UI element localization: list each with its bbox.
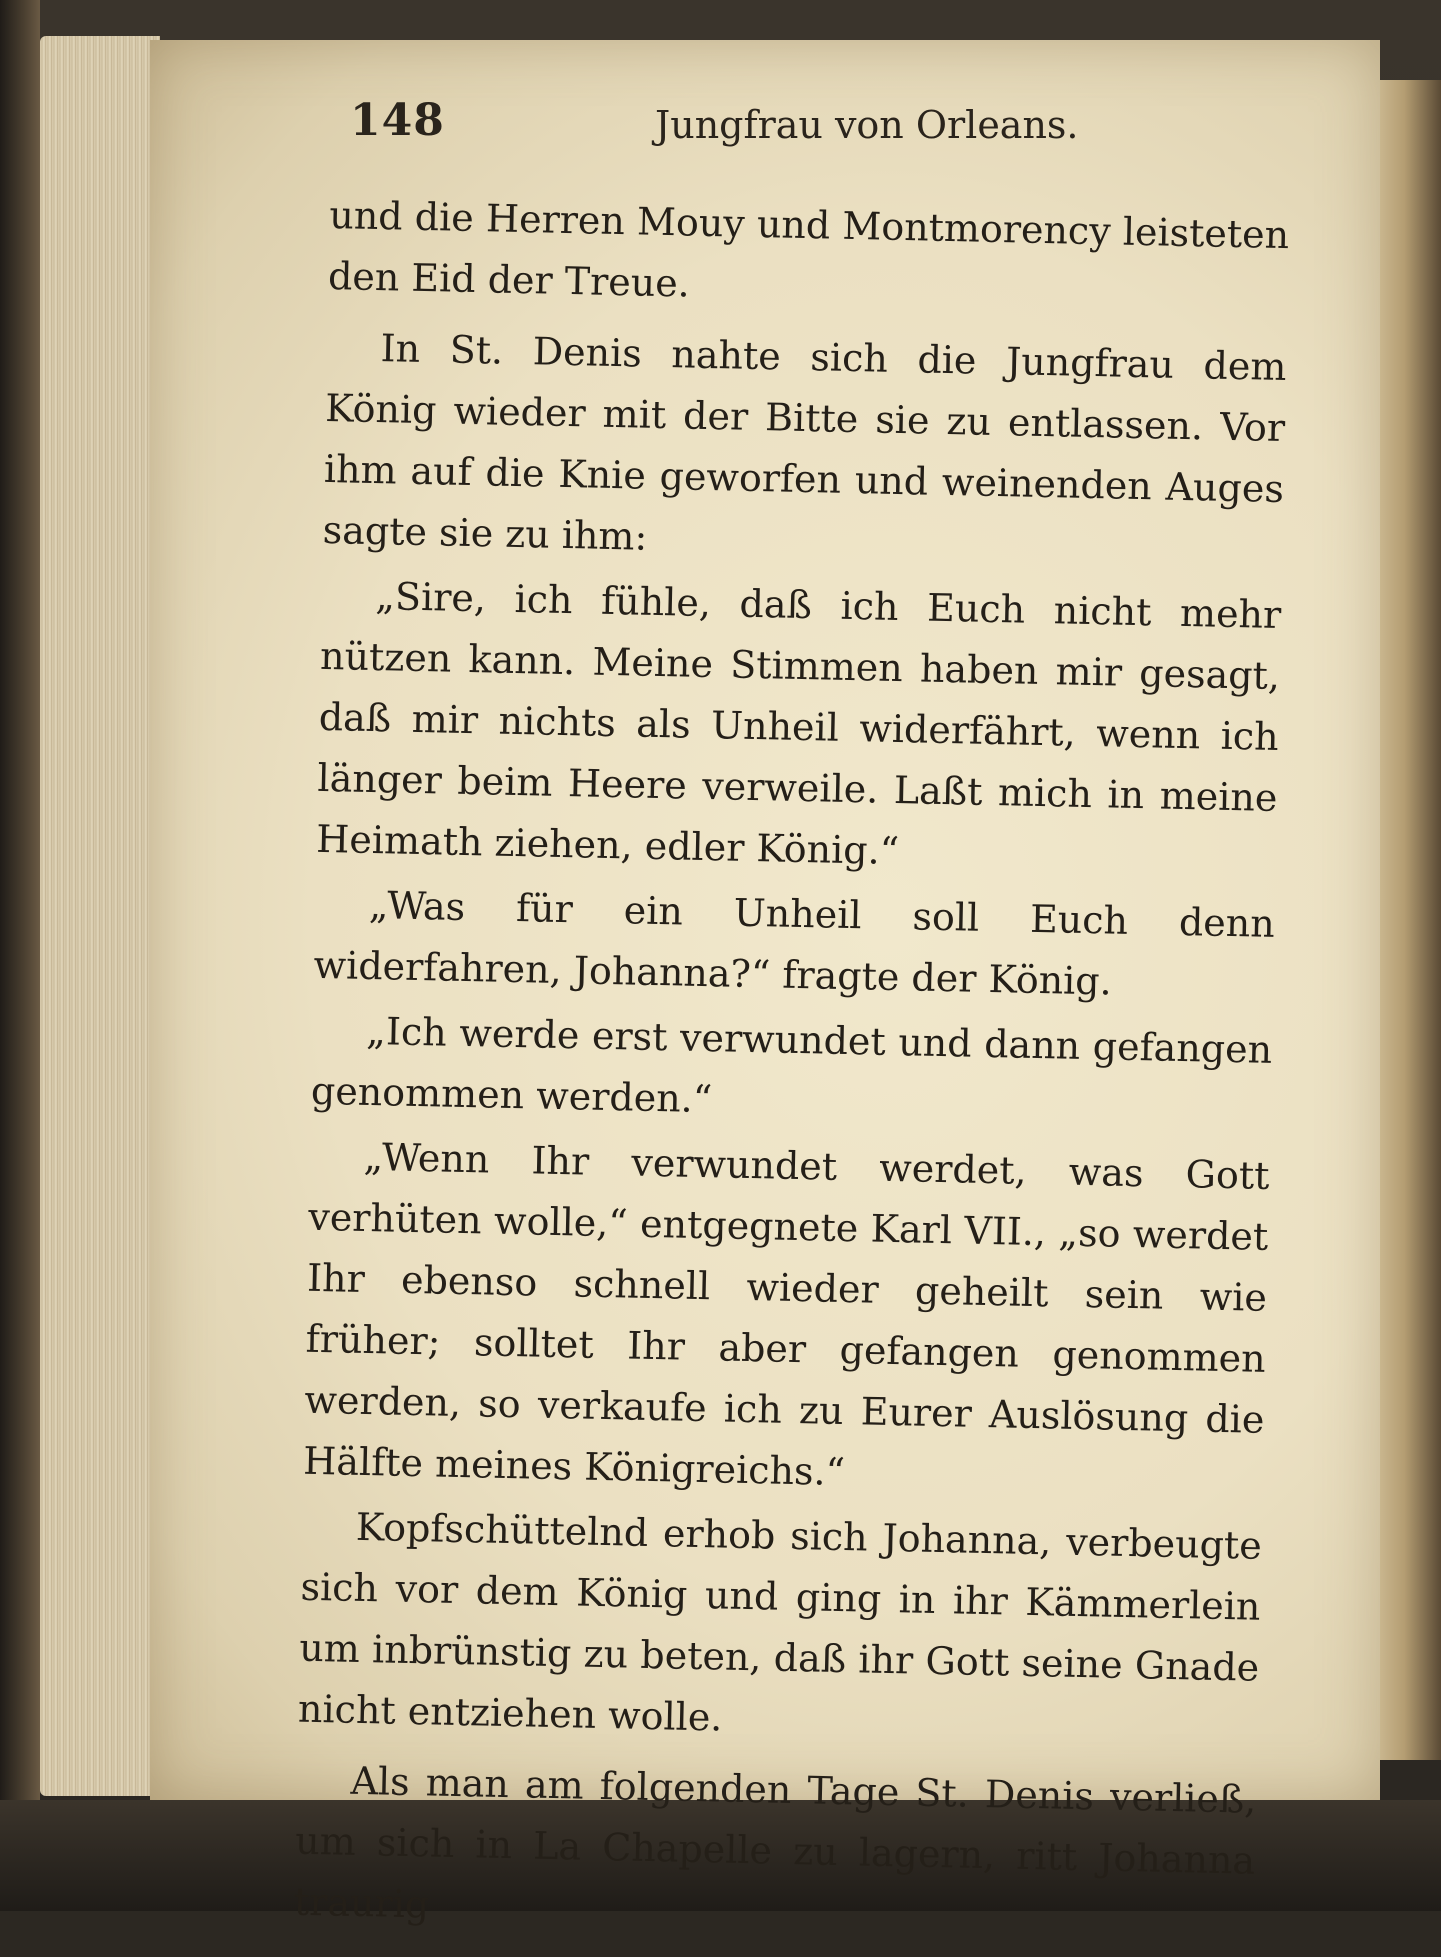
book-cover-edge [0, 0, 40, 1911]
paragraph: „Wenn Ihr verwundet werdet, was Gott verhüten wolle,“ entgegnete Karl VII., „so werdet Ihr ebenso schnell wieder geheilt sein wie früher; solltet Ihr aber gefangen genommen werden, so verkaufe ich zu Eurer Auslösung die Hälfte meines Königreichs.“ [302, 1134, 1270, 1495]
paragraph: „Was für ein Unheil soll Euch denn widerfahren, Johanna?“ fragte der König. [313, 882, 1276, 1004]
paragraph: Als man am folgenden Tage St. Denis verließ, um sich in La Chapelle zu lagern, ritt Johanna traurig [293, 1758, 1257, 1927]
running-head: Jungfrau von Orleans. [655, 103, 1079, 147]
paragraph: Kopfschüttelnd erhob sich Johanna, verbeugte sich vor dem König und ging in ihr Kämmerlein um inbrünstig zu beten, daß ihr Gott seine Gnade nicht entziehen wolle. [297, 1504, 1263, 1740]
paragraph: In St. Denis nahte sich die Jungfrau dem König wieder mit der Bitte sie zu entlassen. Vor ihm auf die Knie geworfen und weinenden Auges sagte sie zu ihm: [322, 326, 1287, 559]
facing-page-edge [1380, 80, 1441, 1760]
paragraph: „Sire, ich fühle, daß ich Euch nicht mehr nützen kann. Meine Stimmen haben mir gesagt, daß mir nichts als Unheil widerfährt, wenn ich länger beim Heere verweile. Laßt mich in meine Heimath ziehen, edler König.“ [315, 574, 1282, 874]
paragraph: und die Herren Mouy und Montmorency leisteten den Eid der Treue. [327, 192, 1290, 306]
page-stack-edge [40, 36, 160, 1796]
page-header [350, 95, 1330, 165]
page-number: 148 [350, 95, 445, 146]
paragraph: „Ich werde erst verwundet und dann gefangen genommen werden.“ [310, 1008, 1273, 1122]
body-text [293, 185, 1289, 1957]
